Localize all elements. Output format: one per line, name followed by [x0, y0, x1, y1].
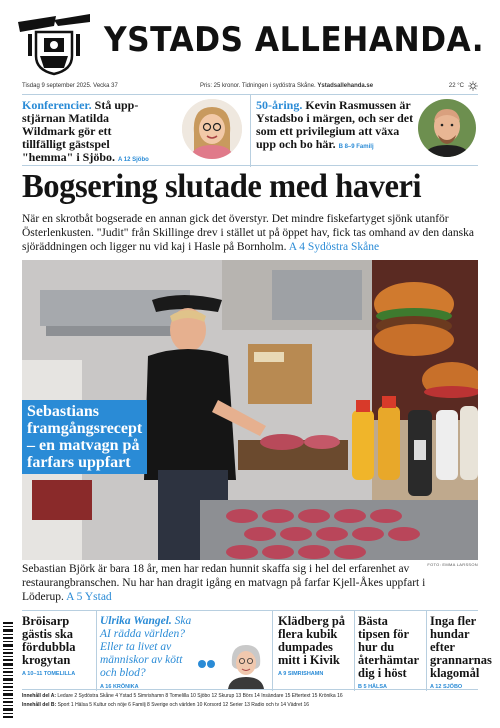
temperature: 22 °C — [448, 83, 464, 89]
overlay-line: farfars uppfart — [27, 454, 131, 471]
puff-broisarp[interactable] — [22, 615, 92, 677]
main-photo[interactable] — [22, 260, 478, 560]
overlay-line: framgångsrecept — [27, 420, 143, 437]
info-bar — [22, 80, 478, 94]
lead-text: När en skrotbåt bogserade en annan gick det överstyr. Det mindre fiskefartyget sjönk utanför Österlenkusten. "Judit" från Skillinge drev i stället ut på öppet hav, fick tas omhand av den danska sjöräddningen och ligger nu vid kaj i Hasle på Bornholm. — [22, 213, 474, 253]
main-lead — [22, 212, 480, 254]
site-link[interactable]: Ystadsallehanda.se — [317, 83, 374, 89]
main-headline[interactable]: Bogsering slutade med haveri — [22, 168, 422, 205]
puff-divider — [354, 611, 355, 691]
barcode-icon — [2, 620, 14, 720]
puff-title: Bästa tipsen för hur du återhämtar dig i höst — [358, 614, 419, 680]
teaser-ref: A 12 Sjöbo — [118, 157, 149, 163]
photo-caption — [22, 562, 462, 604]
puff-hosttips[interactable] — [358, 615, 422, 690]
puff-divider — [426, 611, 427, 691]
masthead — [10, 8, 490, 80]
puff-ref: B 5 HÄLSA — [358, 684, 388, 690]
photo-overlay-headline[interactable] — [22, 400, 147, 474]
puff-divider — [272, 611, 273, 691]
weather — [449, 81, 478, 91]
puff-ulrika-column[interactable] — [100, 615, 200, 690]
teaser-text: Kevin Rasmussen är Ystadsbo i märgen, och ser det som ett privilegium att växa upp och bo här. — [256, 98, 414, 151]
puff-hundar[interactable] — [430, 614, 492, 690]
price-tagline: Pris: 25 kronor. Tidningen i sydöstra Skåne. Ystadsallehanda.se — [200, 83, 374, 89]
contents-part-b: Innehåll del B: Sport 1 Hälsa 5 Kultur och nöje 6 Familj 8 Sverige och världen 10 Korsord 12 Serier 13 Radio och tv 14 Vädret 16 — [22, 702, 310, 708]
issue-date: Tisdag 9 september 2025. Vecka 37 — [22, 83, 118, 89]
quote-mark-icon — [198, 659, 216, 669]
puff-kivik[interactable] — [278, 615, 350, 677]
puff-ref: A 16 KRÖNIKA — [100, 684, 139, 690]
overlay-line: – en matvagn på — [27, 437, 140, 454]
lead-ref[interactable]: A 4 Sydöstra Skåne — [288, 241, 380, 253]
teaser-matilda[interactable] — [22, 99, 158, 167]
column-teaser: Ska AI rädda världen? Eller ta livet av människor av kött och blod? — [100, 615, 192, 679]
bottom-teasers — [22, 610, 492, 690]
masthead-title: YSTADS ALLEHANDA. — [104, 20, 485, 60]
puff-ref: A 9 SIMRISHAMN — [278, 671, 324, 677]
puff-title: Inga fler hundar efter grannarnas klagomål — [430, 614, 492, 680]
kevin-portrait — [418, 99, 476, 157]
sun-icon — [468, 81, 478, 91]
teaser-kevin[interactable] — [256, 99, 416, 154]
contents-footer — [22, 692, 478, 710]
teaser-kicker: 50-åring. — [256, 98, 303, 112]
columnist-name: Ulrika Wangel. — [100, 615, 172, 627]
teaser-ref: B 8–9 Familj — [338, 144, 374, 150]
teaser-text: Stå upp-stjärnan Matilda Wildmark gör ett tillfälligt gästspel "hemma" i Sjöbo. — [22, 98, 139, 164]
puff-ref: A 10–11 TOMELILLA — [22, 671, 76, 677]
caption-ref[interactable]: A 5 Ystad — [66, 591, 112, 603]
matilda-portrait — [182, 99, 242, 159]
teaser-kicker: Konferencier. — [22, 98, 92, 112]
caption-text: Sebastian Björk är bara 18 år, men har redan hunnit skaffa sig i hel del erfarenhet av restaurangbranschen. Nu har han dragit igång en matvagn på farfar Kjell-Åkes uppfart i Löderup. — [22, 563, 426, 603]
puff-divider — [96, 611, 97, 691]
puff-ref: A 12 SJÖBO — [430, 684, 463, 690]
coat-of-arms-logo-icon — [14, 12, 94, 76]
overlay-line: Sebastians — [27, 403, 100, 420]
teaser-divider — [250, 95, 251, 167]
puff-title: Klädberg på flera kubik dumpades mitt i Kivik — [278, 614, 346, 667]
photo-credit: FOTO: EMMA LARSSON — [427, 562, 478, 567]
teaser-strip — [22, 94, 478, 166]
ulrika-portrait — [224, 639, 268, 689]
contents-part-a: Innehåll del A: Ledare 2 Sydöstra Skåne 4 Ystad 5 Simrishamn 8 Tomelilla 10 Sjöbo 12 Skurup 13 Börs 14 Insändare 15 Eftertext 15 Krönika 16 — [22, 693, 343, 699]
puff-title: Bröisarp gästis ska fördubbla krogytan — [22, 614, 76, 667]
